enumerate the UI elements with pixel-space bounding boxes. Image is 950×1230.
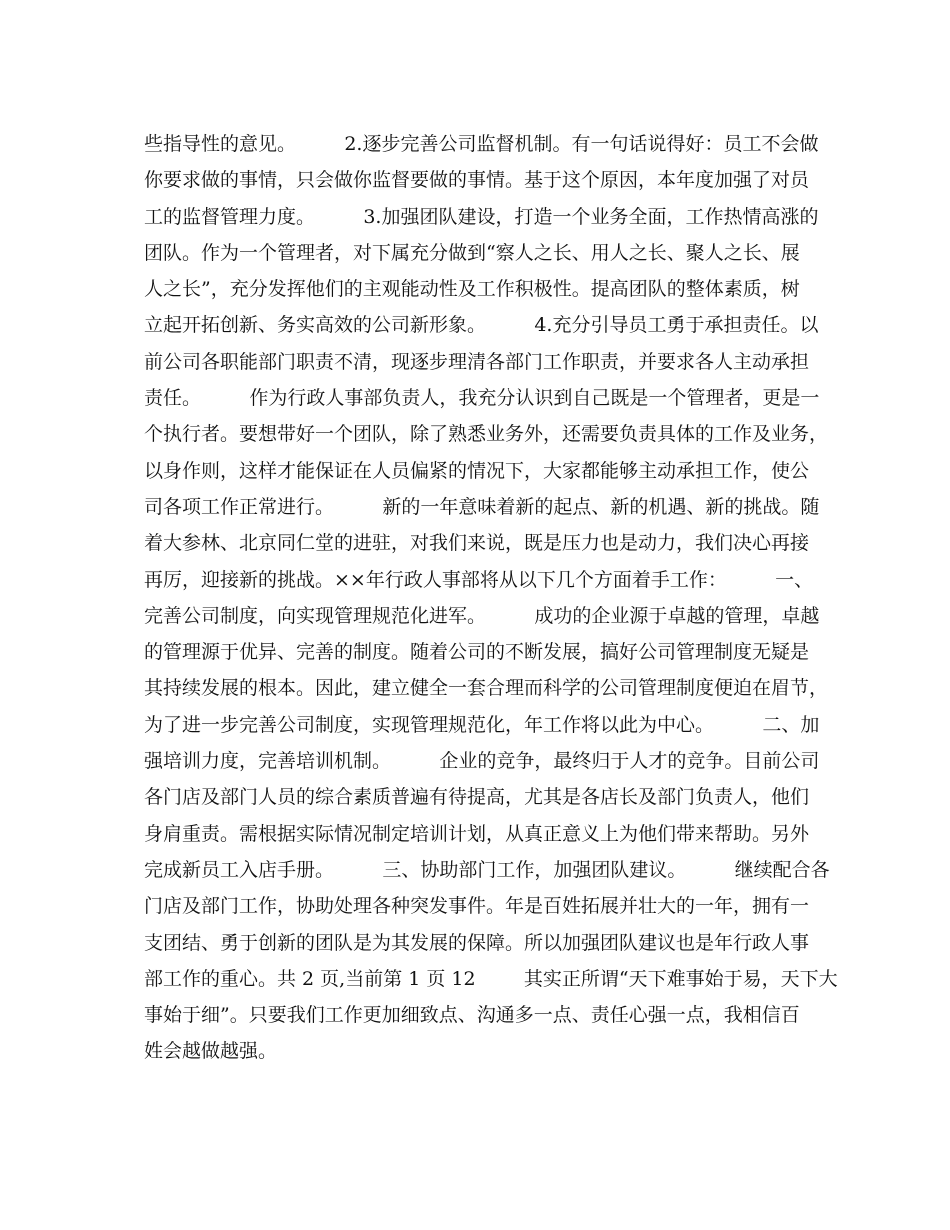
text-line: 些指导性的意见。 2.逐步完善公司监督机制。有一句话说得好：员工不会做 [144,133,819,155]
text-line: 你要求做的事情，只会做你监督要做的事情。基于这个原因，本年度加强了对员 [144,169,810,192]
text-line: 司各项工作正常进行。 新的一年意味着新的起点、新的机遇、新的挑战。随 [144,495,820,518]
text-line: 着大参林、北京同仁堂的进驻，对我们来说，既是压力也是动力，我们决心再接 [144,532,810,555]
text-line: 责任。 作为行政人事部负责人，我充分认识到自己既是一个管理者，更是一 [144,387,820,410]
text-line: 强培训力度，完善培训机制。 企业的竞争，最终归于人才的竞争。目前公司 [144,750,820,773]
text-line: 人之长”，充分发挥他们的主观能动性及工作积极性。提高团队的整体素质，树 [144,278,800,301]
text-line: 完善公司制度，向实现管理规范化进军。 成功的企业源于卓越的管理，卓越 [144,604,820,627]
text-line: 各门店及部门人员的综合素质普遍有待提高，尤其是各店长及部门负责人，他们 [144,786,810,809]
text-line: 部工作的重心。共 2 页,当前第 1 页 12 其实正所谓“天下难事始于易，天下大 [144,967,838,990]
text-line: 其持续发展的根本。因此，建立健全一套合理而科学的公司管理制度便迫在眉节， [144,677,829,700]
text-line: 立起开拓创新、务实高效的公司新形象。 4.充分引导员工勇于承担责任。以 [144,314,819,337]
text-line: 工的监督管理力度。 3.加强团队建设，打造一个业务全面，工作热情高涨的 [144,205,819,228]
text-line: 支团结、勇于创新的团队是为其发展的保障。所以加强团队建议也是年行政人事 [144,931,810,954]
text-line: 为了进一步完善公司制度，实现管理规范化，年工作将以此为中心。 二、加 [144,713,820,736]
text-line: 事始于细”。只要我们工作更加细致点、沟通多一点、责任心强一点，我相信百 [144,1004,800,1027]
text-line: 个执行者。要想带好一个团队，除了熟悉业务外，还需要负责具体的工作及业务， [144,423,829,446]
text-line: 姓会越做越强。 [144,1040,278,1063]
text-line: 的管理源于优异、完善的制度。随着公司的不断发展，搞好公司管理制度无疑是 [144,641,810,664]
text-line: 身肩重责。需根据实际情况制定培训计划，从真正意义上为他们带来帮助。另外 [144,822,810,845]
text-line: 前公司各职能部门职责不清，现逐步理清各部门工作职责，并要求各人主动承担 [144,350,810,373]
text-line: 门店及部门工作，协助处理各种突发事件。年是百姓拓展并壮大的一年，拥有一 [144,895,810,918]
text-line: 团队。作为一个管理者，对下属充分做到“察人之长、用人之长、聚人之长、展 [144,241,800,264]
body-text [144,126,838,1070]
text-line: 以身作则，这样才能保证在人员偏紧的情况下，大家都能够主动承担工作，使公 [144,459,810,482]
text-line: 完成新员工入店手册。 三、协助部门工作，加强团队建议。 继续配合各 [144,858,830,881]
text-line: 再厉，迎接新的挑战。××年行政人事部将从以下几个方面着手工作： 一、 [144,568,814,591]
